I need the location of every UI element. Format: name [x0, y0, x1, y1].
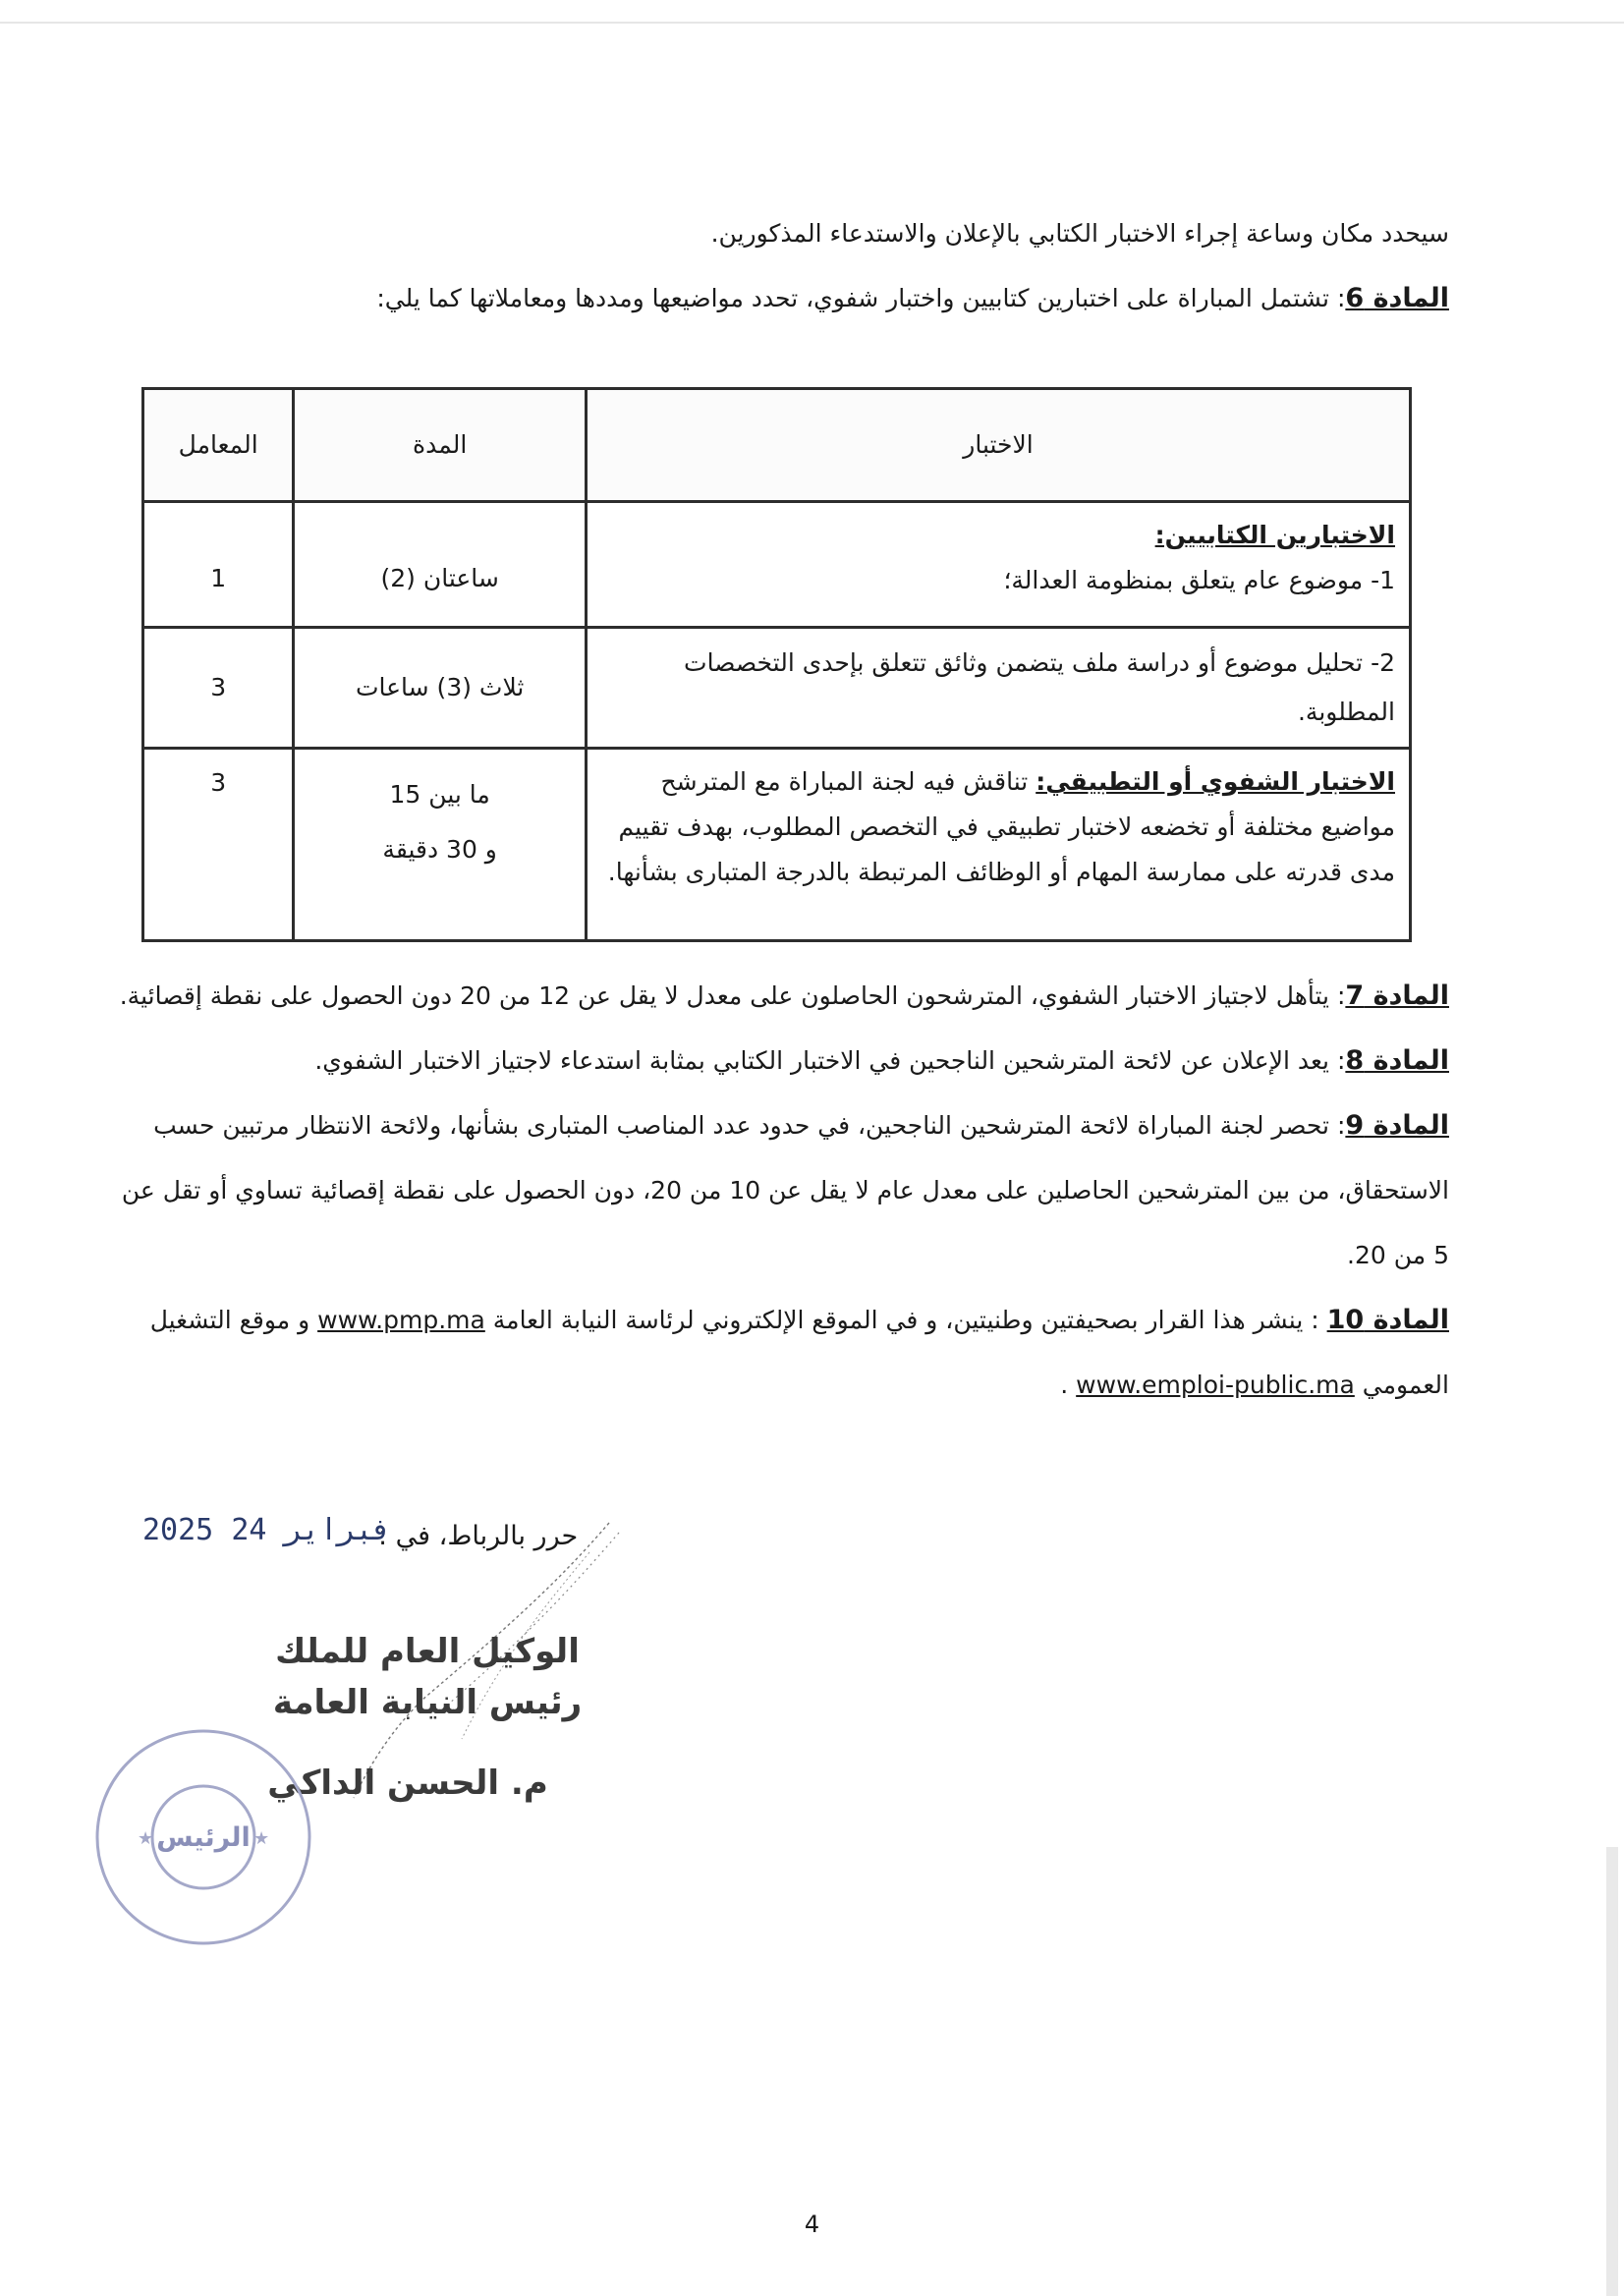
- article-8-text: : يعد الإعلان عن لائحة المترشحين الناجحين في الاختبار الكتابي بمثابة استدعاء لاجتياز الاختبار الشفوي.: [314, 1046, 1346, 1075]
- intro-paragraph: سيحدد مكان وساعة إجراء الاختبار الكتابي بالإعلان والاستدعاء المذكورين.: [710, 219, 1449, 248]
- written-test-2-duration: ثلاث (3) ساعات: [294, 628, 587, 749]
- written-test-2-cell: [586, 628, 1410, 749]
- page-number: 4: [804, 2211, 820, 2238]
- article-7-label: المادة 7: [1345, 980, 1449, 1011]
- svg-text:★: ★: [138, 1828, 154, 1849]
- header-coefficient: المعامل: [143, 389, 294, 502]
- article-7-text: : يتأهل لاجتياز الاختبار الشفوي، المترشحون الحاصلون على معدل لا يقل عن 12 من 20 دون الحصول على نقطة إقصائية.: [119, 981, 1346, 1010]
- signatory-title-line1: الوكيل العام للملك: [275, 1632, 580, 1671]
- exam-table: [141, 387, 1412, 942]
- signature-place: حرر بالرباط، في :: [378, 1521, 579, 1551]
- article-10: [103, 1288, 1449, 1418]
- table-header-row: [143, 389, 1411, 502]
- oral-test-cell: [586, 749, 1410, 941]
- article-9: [103, 1093, 1449, 1288]
- oral-duration-line1: ما بين 15: [389, 780, 490, 809]
- table-row: [143, 749, 1411, 941]
- scan-top-edge: [0, 22, 1624, 24]
- header-duration: المدة: [294, 389, 587, 502]
- oral-duration-line2: و 30 دقيقة: [382, 835, 497, 864]
- emploi-public-link[interactable]: www.emploi-public.ma: [1076, 1371, 1355, 1399]
- article-8: [103, 1029, 1449, 1093]
- article-10-end: .: [1060, 1371, 1077, 1399]
- written-test-1-coefficient: 1: [143, 502, 294, 628]
- table-row: [143, 628, 1411, 749]
- written-test-2: 2- تحليل موضوع أو دراسة ملف يتضمن وثائق تتعلق بإحدى التخصصات المطلوبة.: [684, 648, 1395, 726]
- article-10-text: : ينشر هذا القرار بصحيفتين وطنيتين، و في الموقع الإلكتروني لرئاسة النيابة العامة: [484, 1306, 1327, 1334]
- written-test-2-coefficient: 3: [143, 628, 294, 749]
- seal-label: الرئيس: [156, 1821, 251, 1853]
- article-8-label: المادة 8: [1345, 1045, 1449, 1076]
- article-9-text: : تحصر لجنة المباراة لائحة المترشحين الناجحين، في حدود عدد المناصب المتبارى بشأنها، ولائحة الانتظار مرتبين حسب الاستحقاق، من بين المترشحين الحاصلين على معدل عام لا يقل عن 10 من 20، دون الحصول على نقطة إقصائية تساوي أو تقل عن 5 من 20.: [121, 1111, 1449, 1269]
- svg-text:★: ★: [253, 1828, 270, 1849]
- signature-date: 2025 فبراير 24: [142, 1513, 391, 1547]
- article-10-text2: و موقع التشغيل العمومي: [149, 1306, 1449, 1399]
- article-7: [103, 964, 1449, 1029]
- oral-heading: الاختبار الشفوي أو التطبيقي:: [1036, 767, 1395, 796]
- written-test-1-duration: ساعتان (2): [294, 502, 587, 628]
- written-heading: الاختبارين الكتابيين:: [1154, 521, 1395, 549]
- article-10-label: المادة 10: [1326, 1305, 1449, 1335]
- signatory-name: م. الحسن الداكي: [267, 1764, 548, 1803]
- table-row: [143, 502, 1411, 628]
- article-6: [103, 266, 1449, 331]
- official-seal: [90, 1724, 316, 1950]
- document-body: [103, 201, 1449, 1418]
- oral-test-duration: [294, 749, 587, 941]
- oral-test-coefficient: 3: [143, 749, 294, 941]
- article-6-text: : تشتمل المباراة على اختبارين كتابيين واختبار شفوي، تحدد مواضيعها ومددها ومعاملاتها كما يلي:: [376, 284, 1346, 312]
- oral-text: تناقش فيه لجنة المباراة مع المترشح مواضيع مختلفة أو تخضعه لاختبار تطبيقي في التخصص المطلوب، بهدف تقييم مدى قدرته على ممارسة المهام أو الوظائف المرتبطة بالدرجة المتبارى بشأنها.: [607, 767, 1395, 886]
- article-9-label: المادة 9: [1345, 1110, 1449, 1141]
- written-test-1-cell: [586, 502, 1410, 628]
- oral-test: [601, 759, 1395, 895]
- written-test-1: 1- موضوع عام يتعلق بمنظومة العدالة؛: [1003, 566, 1395, 594]
- signatory-title: [236, 1626, 619, 1728]
- pmp-link[interactable]: www.pmp.ma: [317, 1306, 485, 1334]
- article-6-label: المادة 6: [1345, 283, 1449, 313]
- signatory-title-line2: رئيس النيابة العامة: [272, 1683, 583, 1722]
- header-test: الاختبار: [586, 389, 1410, 502]
